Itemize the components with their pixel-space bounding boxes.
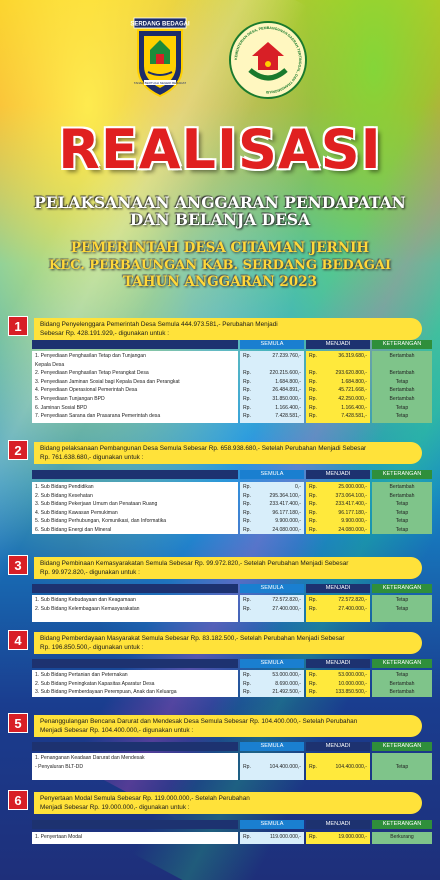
amount-value: 0,- (295, 484, 301, 490)
section-description-line-2: Rp. 99.972.820,- digunakan untuk : (40, 569, 140, 576)
table-cell-keterangan: Tetap (395, 605, 409, 612)
amount-value: 10.000.000,- (338, 680, 367, 687)
amount-value: 27.400.000,- (272, 605, 301, 612)
table-cell-menjadi (309, 362, 367, 370)
currency-label: Rp. (243, 492, 251, 499)
table-cell-menjadi (309, 396, 367, 404)
items-column (32, 753, 238, 780)
table-cell-semula (243, 764, 301, 772)
village-name: PEMERINTAH DESA CITAMAN JERNIH (70, 240, 370, 256)
section-number-badge: 3 (8, 555, 28, 575)
currency-label: Rp. (243, 396, 251, 402)
currency-label: Rp. (243, 680, 251, 687)
menjadi-column (306, 670, 370, 697)
table-cell-menjadi (309, 755, 367, 763)
table-header-blank (32, 742, 238, 751)
keterangan-column (372, 482, 432, 534)
table-cell-semula (243, 834, 301, 842)
table-header-blank (32, 340, 238, 349)
subtitle-line-1: PELAKSANAAN ANGGARAN PENDAPATAN (34, 193, 406, 212)
table-row-item: 1. Sub Bidang Kebudayaan dan Keagamaan (35, 597, 136, 603)
table-cell-keterangan: Tetap (395, 509, 409, 516)
amount-value: 133.850.500,- (335, 689, 367, 696)
menjadi-column (306, 595, 370, 622)
table-cell-menjadi (309, 834, 367, 842)
page-title: REALISASI (58, 118, 382, 181)
semula-column (240, 670, 304, 697)
currency-label: Rp. (309, 518, 317, 525)
column-header-keterangan: KETERANGAN (372, 470, 432, 479)
table-cell-keterangan: Bertambah (389, 396, 415, 402)
semula-column (240, 595, 304, 622)
column-header-keterangan: KETERANGAN (372, 340, 432, 349)
column-header-keterangan: KETERANGAN (372, 659, 432, 668)
table-cell-keterangan: Tetap (395, 763, 409, 770)
table-cell-menjadi (309, 527, 367, 535)
currency-label: Rp. (309, 404, 317, 411)
currency-label: Rp. (243, 518, 251, 525)
section-description-line-1: Bidang Pembinaan Kemasyarakatan Semula Sebesar Rp. 99.972.820,- Setelah Perubahan Menjadi Sebesar (40, 560, 349, 567)
amount-value: 9.900.000,- (341, 518, 367, 525)
column-header-semula: SEMULA (240, 470, 304, 479)
table-cell-semula (243, 606, 301, 614)
table-cell-menjadi (309, 510, 367, 518)
table-cell-semula (243, 518, 301, 526)
table-cell-menjadi (309, 493, 367, 501)
currency-label: Rp. (243, 413, 251, 420)
section-description-line-2: Rp. 196.850.500,- digunakan untuk : (40, 644, 144, 651)
table-cell-keterangan: Tetap (395, 597, 409, 603)
column-header-menjadi: MENJADI (306, 659, 370, 668)
kemendes-logo (228, 20, 308, 100)
items-column (32, 595, 238, 622)
fiscal-year: TAHUN ANGGARAN 2023 (122, 274, 317, 290)
amount-value: 21.492.500,- (272, 689, 301, 696)
table-row-item: 5. Sub Bidang Perhubungan, Komunikasi, dan Informatika (35, 518, 167, 525)
amount-value: 7.428.581,- (341, 413, 367, 420)
table-cell-keterangan: Tetap (395, 501, 409, 508)
amount-value: 53.000.000,- (338, 672, 367, 678)
table-cell-keterangan: Tetap (395, 518, 409, 525)
currency-label: Rp. (309, 353, 317, 359)
table-cell-menjadi (309, 387, 367, 395)
table-cell-keterangan: Bertambah (389, 680, 415, 687)
table-row-item: 2. Penyediaan Penghasilan Tetap Perangkat Desa (35, 370, 149, 377)
section-description-line-1: Bidang pelaksanaan Pembangunan Desa Semula Sebesar Rp. 658.938.680,- Setelah Perubahan Menjadi Sebesar (40, 445, 367, 452)
table-cell-semula (243, 681, 301, 689)
table-header-blank (32, 659, 238, 668)
column-header-semula: SEMULA (240, 742, 304, 751)
table-cell-semula (243, 689, 301, 697)
table-row-item: 1. Penyediaan Penghasilan Tetap dan Tunjangan (35, 353, 146, 359)
currency-label: Rp. (309, 501, 317, 508)
amount-value: 25.000.000,- (338, 484, 367, 490)
column-header-semula: SEMULA (240, 584, 304, 593)
menjadi-column (306, 351, 370, 423)
amount-value: 42.250.000,- (338, 396, 367, 402)
currency-label: Rp. (243, 387, 251, 394)
amount-value: 233.417.400,- (335, 501, 367, 508)
amount-value: 1.166.400,- (341, 404, 367, 411)
table-cell-menjadi (309, 413, 367, 421)
table-cell-semula (243, 484, 301, 492)
currency-label: Rp. (309, 492, 317, 499)
subtitle-line-2: DAN BELANJA DESA (129, 210, 311, 229)
currency-label: Rp. (309, 509, 317, 516)
table-cell-menjadi (309, 484, 367, 492)
table-row-item: 1. Sub Bidang Pendidikan (35, 484, 94, 490)
currency-label: Rp. (243, 834, 251, 840)
amount-value: 27.400.000,- (338, 605, 367, 612)
table-row-item: 2. Sub Bidang Kelembagaan Kemasyarakatan (35, 605, 140, 612)
currency-label: Rp. (309, 396, 317, 402)
currency-label: Rp. (309, 834, 317, 840)
table-row-item: 3. Sub Bidang Pemberdayaan Perempuan, Anak dan Keluarga (35, 689, 177, 696)
currency-label: Rp. (309, 484, 317, 490)
table-cell-menjadi (309, 353, 367, 361)
section-description-line-2: Rp. 761.638.680,- digunakan untuk : (40, 454, 144, 461)
table-cell-keterangan: Bertambah (389, 484, 415, 490)
currency-label: Rp. (309, 370, 317, 377)
table-row-item: 1. Penanganan Keadaan Darurat dan Mendesak (35, 755, 145, 761)
amount-value: 119.000.000,- (269, 834, 301, 840)
table-cell-semula (243, 362, 301, 370)
table-cell-menjadi (309, 681, 367, 689)
amount-value: 8.690.000,- (275, 680, 301, 687)
amount-value: 1.684.800,- (341, 378, 367, 385)
table-cell-menjadi (309, 672, 367, 680)
keterangan-column (372, 351, 432, 423)
currency-label: Rp. (243, 763, 251, 770)
currency-label: Rp. (309, 387, 317, 394)
table-cell-semula (243, 379, 301, 387)
table-cell-menjadi (309, 764, 367, 772)
keterangan-column (372, 670, 432, 697)
table-cell-semula (243, 501, 301, 509)
table-cell-keterangan: Tetap (395, 413, 409, 420)
table-header-blank (32, 584, 238, 593)
table-cell-menjadi (309, 501, 367, 509)
section-number-badge: 1 (8, 316, 28, 336)
items-column (32, 482, 238, 534)
currency-label: Rp. (243, 484, 251, 490)
section-number-badge: 6 (8, 790, 28, 810)
section-description (34, 442, 422, 464)
currency-label: Rp. (309, 689, 317, 696)
currency-label: Rp. (243, 353, 251, 359)
column-header-menjadi: MENJADI (306, 742, 370, 751)
amount-value: 1.684.800,- (275, 378, 301, 385)
table-cell-semula (243, 413, 301, 421)
section-number-badge: 5 (8, 713, 28, 733)
currency-label: Rp. (243, 689, 251, 696)
semula-column (240, 482, 304, 534)
table-header-blank (32, 470, 238, 479)
currency-label: Rp. (243, 605, 251, 612)
currency-label: Rp. (243, 404, 251, 411)
column-header-semula: SEMULA (240, 659, 304, 668)
semula-column (240, 753, 304, 780)
section-description-line-1: Bidang Penyelenggara Pemerintah Desa Semula 444.973.581,- Perubahan Menjadi (40, 321, 278, 328)
amount-value: 72.572.820,- (272, 597, 301, 603)
table-row-item: 1. Sub Bidang Pertanian dan Peternakan (35, 672, 128, 678)
section-number-badge: 2 (8, 440, 28, 460)
amount-value: 26.484.891,- (272, 387, 301, 394)
items-column (32, 351, 238, 423)
currency-label: Rp. (309, 597, 317, 603)
section-description-line-1: Penanggulangan Bencana Darurat dan Mendesak Desa Semula Sebesar Rp. 104.400.000,- Setelah Perubahan (40, 718, 358, 725)
table-header (32, 584, 432, 593)
table-cell-keterangan: Bertambah (389, 353, 415, 359)
table-cell-menjadi (309, 518, 367, 526)
table-cell-semula (243, 672, 301, 680)
section-number-badge: 4 (8, 630, 28, 650)
menjadi-column (306, 832, 370, 844)
table-row-item: 5. Penyediaan Tunjangan BPD (35, 396, 105, 402)
amount-value: 27.239.760,- (272, 353, 301, 359)
table-cell-semula (243, 493, 301, 501)
table-cell-menjadi (309, 370, 367, 378)
amount-value: 24.080.000,- (338, 527, 367, 533)
keterangan-column (372, 595, 432, 622)
table-header (32, 820, 432, 829)
table-cell-keterangan: Bertambah (389, 492, 415, 499)
section-description (34, 318, 422, 340)
amount-value: 233.417.400,- (269, 501, 301, 508)
serdang-bedagai-logo (130, 16, 190, 100)
logo-motto-text: TANAH BERTUAH NEGERI BERADAT (133, 81, 187, 85)
items-column (32, 832, 238, 844)
table-cell-semula (243, 396, 301, 404)
table-cell-menjadi (309, 597, 367, 605)
district-name: KEC. PERBAUNGAN KAB. SERDANG BEDAGAI (48, 258, 392, 273)
table-cell-menjadi (309, 689, 367, 697)
semula-column (240, 832, 304, 844)
amount-value: 7.428.581,- (275, 413, 301, 420)
section-description-line-1: Bidang Pemberdayaan Masyarakat Semula Sebesar Rp. 83.182.500,- Setelah Perubahan Menjadi Sebesar (40, 635, 345, 642)
table-row-item: 3. Penyediaan Jaminan Sosial bagi Kepala Desa dan Perangkat (35, 378, 180, 385)
table-cell-semula (243, 405, 301, 413)
table-cell-semula (243, 597, 301, 605)
section-description-line-1: Penyertaan Modal Semula Sebesar Rp. 119.000.000,- Setelah Perubahan (40, 795, 250, 802)
column-header-semula: SEMULA (240, 340, 304, 349)
table-cell-keterangan: Tetap (395, 527, 409, 533)
amount-value: 373.064.100,- (335, 492, 367, 499)
column-header-menjadi: MENJADI (306, 584, 370, 593)
column-header-menjadi: MENJADI (306, 820, 370, 829)
table-header (32, 470, 432, 479)
table-cell-keterangan: Bertambah (389, 387, 415, 394)
currency-label: Rp. (243, 597, 251, 603)
menjadi-column (306, 753, 370, 780)
table-cell-keterangan: Tetap (395, 404, 409, 411)
logo-ring-text: KEMENTERIAN DESA, PEMBANGUNAN DAERAH TERTINGGAL, DAN TRANSMIGRASI (233, 25, 303, 95)
items-column (32, 670, 238, 697)
column-header-menjadi: MENJADI (306, 470, 370, 479)
amount-value: 36.319.680,- (338, 353, 367, 359)
amount-value: 104.400.000,- (335, 763, 367, 770)
section-description (34, 715, 422, 737)
table-header-blank (32, 820, 238, 829)
table-cell-semula (243, 370, 301, 378)
table-row-item: 1. Penyertaan Modal (35, 834, 83, 840)
keterangan-column (372, 753, 432, 780)
amount-value: 96.177.180,- (272, 509, 301, 516)
table-cell-semula (243, 353, 301, 361)
section-description (34, 792, 422, 814)
currency-label: Rp. (309, 672, 317, 678)
section-description-line-2: Menjadi Sebesar Rp. 104.400.000,- digunakan untuk : (40, 727, 194, 734)
amount-value: 293.620.800,- (335, 370, 367, 377)
currency-label: Rp. (243, 672, 251, 678)
currency-label: Rp. (309, 763, 317, 770)
logo-area (0, 12, 440, 102)
table-row-item: 2. Sub Bidang Peningkatan Kapasitas Aparatur Desa (35, 680, 155, 687)
table-header (32, 659, 432, 668)
table-row-item: 3. Sub Bidang Pekerjaan Umum dan Penataan Ruang (35, 501, 158, 508)
currency-label: Rp. (243, 501, 251, 508)
currency-label: Rp. (309, 680, 317, 687)
amount-value: 220.215.600,- (269, 370, 301, 377)
amount-value: 31.850.000,- (272, 396, 301, 402)
currency-label: Rp. (309, 413, 317, 420)
currency-label: Rp. (243, 370, 251, 377)
section-description (34, 557, 422, 579)
section-description (34, 632, 422, 654)
table-cell-semula (243, 510, 301, 518)
table-header (32, 340, 432, 349)
currency-label: Rp. (243, 378, 251, 385)
table-row-item: 4. Penyediaan Operasional Pemerintah Desa (35, 387, 138, 394)
logo-banner-text: SERDANG BEDAGAI (130, 21, 190, 28)
table-cell-keterangan: Tetap (395, 378, 409, 385)
currency-label: Rp. (243, 509, 251, 516)
currency-label: Rp. (309, 527, 317, 533)
semula-column (240, 351, 304, 423)
table-header (32, 742, 432, 751)
currency-label: Rp. (243, 527, 251, 533)
column-header-keterangan: KETERANGAN (372, 742, 432, 751)
column-header-menjadi: MENJADI (306, 340, 370, 349)
column-header-keterangan: KETERANGAN (372, 820, 432, 829)
table-row-item: 6. Jaminan Sosial BPD (35, 404, 88, 411)
table-cell-semula (243, 755, 301, 763)
amount-value: 96.177.180,- (338, 509, 367, 516)
table-row-item: 7. Penyediaan Sarana dan Prasarana Pemerintah desa (35, 413, 161, 420)
amount-value: 24.080.000,- (272, 527, 301, 533)
section-description-line-2: Sebesar Rp. 428.191.929,- digunakan untuk : (40, 330, 169, 337)
table-cell-semula (243, 527, 301, 535)
table-cell-keterangan: Berkurang (390, 834, 414, 840)
currency-label: Rp. (309, 605, 317, 612)
amount-value: 53.000.000,- (272, 672, 301, 678)
table-row-item: 6. Sub Bidang Energi dan Mineral (35, 527, 112, 533)
government-info (0, 240, 440, 291)
table-cell-keterangan: Bertambah (389, 689, 415, 696)
table-row-item: 2. Sub Bidang Kesehatan (35, 492, 93, 499)
amount-value: 9.900.000,- (275, 518, 301, 525)
section-description-line-2: Menjadi Sebesar Rp. 19.000.000,- digunakan untuk : (40, 804, 190, 811)
amount-value: 1.166.400,- (275, 404, 301, 411)
table-cell-semula (243, 387, 301, 395)
subtitle (0, 194, 440, 228)
table-cell-keterangan (372, 362, 432, 370)
table-row-item: Kepala Desa (35, 361, 65, 368)
table-cell-menjadi (309, 405, 367, 413)
menjadi-column (306, 482, 370, 534)
table-cell-keterangan (372, 755, 432, 763)
amount-value: 45.721.668,- (338, 387, 367, 394)
column-header-keterangan: KETERANGAN (372, 584, 432, 593)
amount-value: 72.572.820,- (338, 597, 367, 603)
table-row-item: - Penyaluran BLT-DD (35, 763, 84, 770)
keterangan-column (372, 832, 432, 844)
table-cell-keterangan: Bertambah (389, 370, 415, 377)
amount-value: 295.364.100,- (269, 492, 301, 499)
amount-value: 104.400.000,- (269, 763, 301, 770)
table-cell-menjadi (309, 606, 367, 614)
table-row-item: 4. Sub Bidang Kawasan Pemukiman (35, 509, 118, 516)
table-cell-menjadi (309, 379, 367, 387)
amount-value: 19.000.000,- (338, 834, 367, 840)
currency-label: Rp. (309, 378, 317, 385)
table-cell-keterangan: Tetap (395, 672, 409, 678)
column-header-semula: SEMULA (240, 820, 304, 829)
